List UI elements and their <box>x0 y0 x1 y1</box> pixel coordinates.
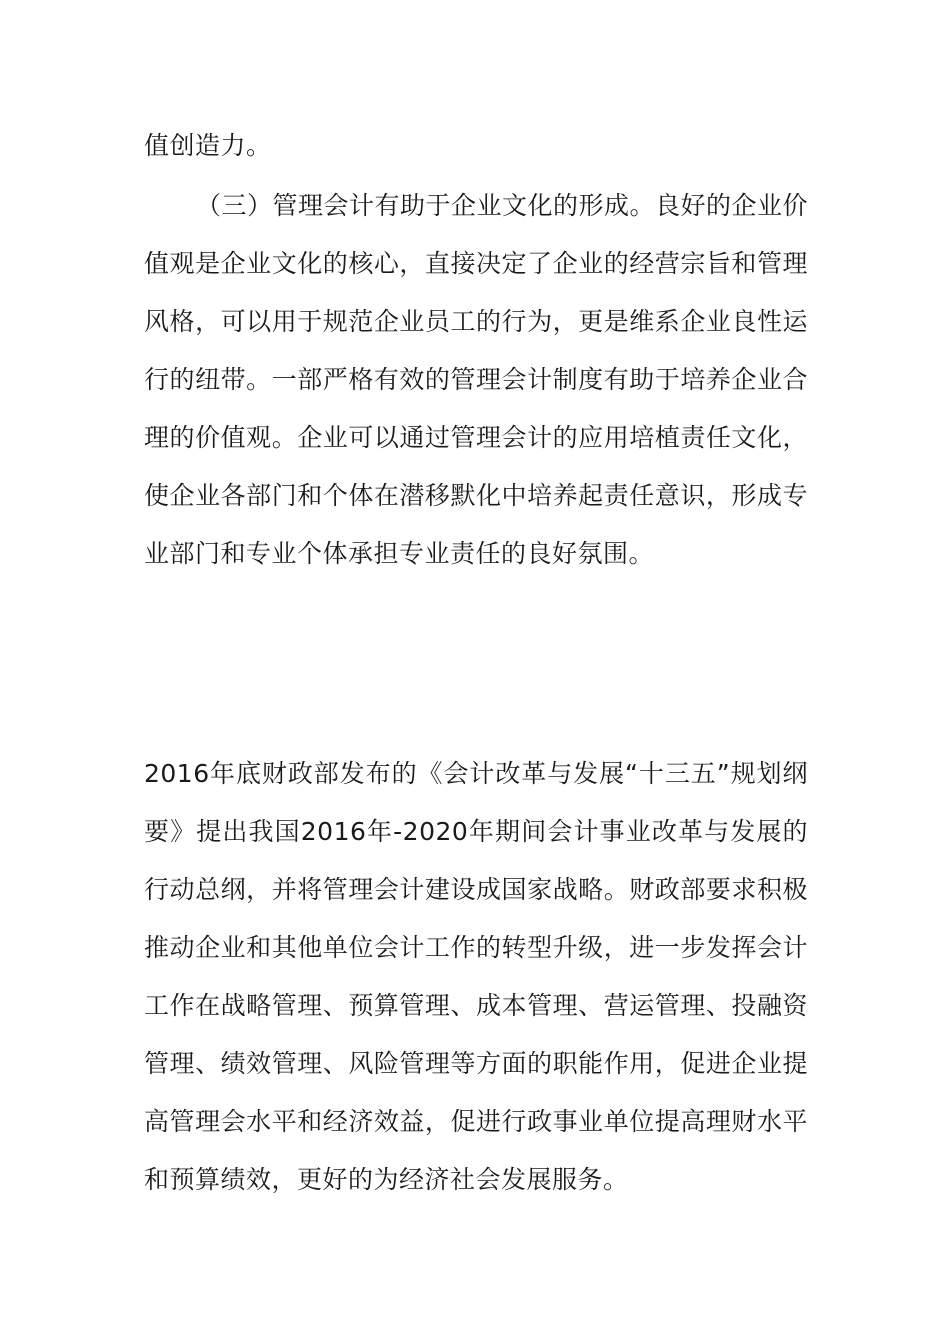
paragraph-corporate-culture: （三）管理会计有助于企业文化的形成。良好的企业价值观是企业文化的核心，直接决定了企业的经营宗旨和管理风格，可以用于规范企业员工的行为，更是维系企业良性运行的纽带。一部严格有效的管理会计制度有助于培养企业合理的价值观。企业可以通过管理会计的应用培植责任文化，使企业各部门和个体在潜移默化中培养起责任意识，形成专业部门和专业个体承担专业责任的良好氛围。 <box>144 191 809 568</box>
paragraph-ministry-of-finance: 2016年底财政部发布的《会计改革与发展“十三五”规划纲要》提出我国2016年-2020年期间会计事业改革与发展的行动总纲，并将管理会计建设成国家战略。财政部要求积极推动企业和其他单位会计工作的转型升级，进一步发挥会计工作在战略管理、预算管理、成本管理、营运管理、投融资管理、绩效管理、风险管理等方面的职能作用，促进企业提高管理会水平和经济效益，促进行政事业单位提高理财水平和预算绩效，更好的为经济社会发展服务。 <box>144 759 808 1194</box>
paragraph-continuation: 值创造力。 <box>144 131 272 160</box>
